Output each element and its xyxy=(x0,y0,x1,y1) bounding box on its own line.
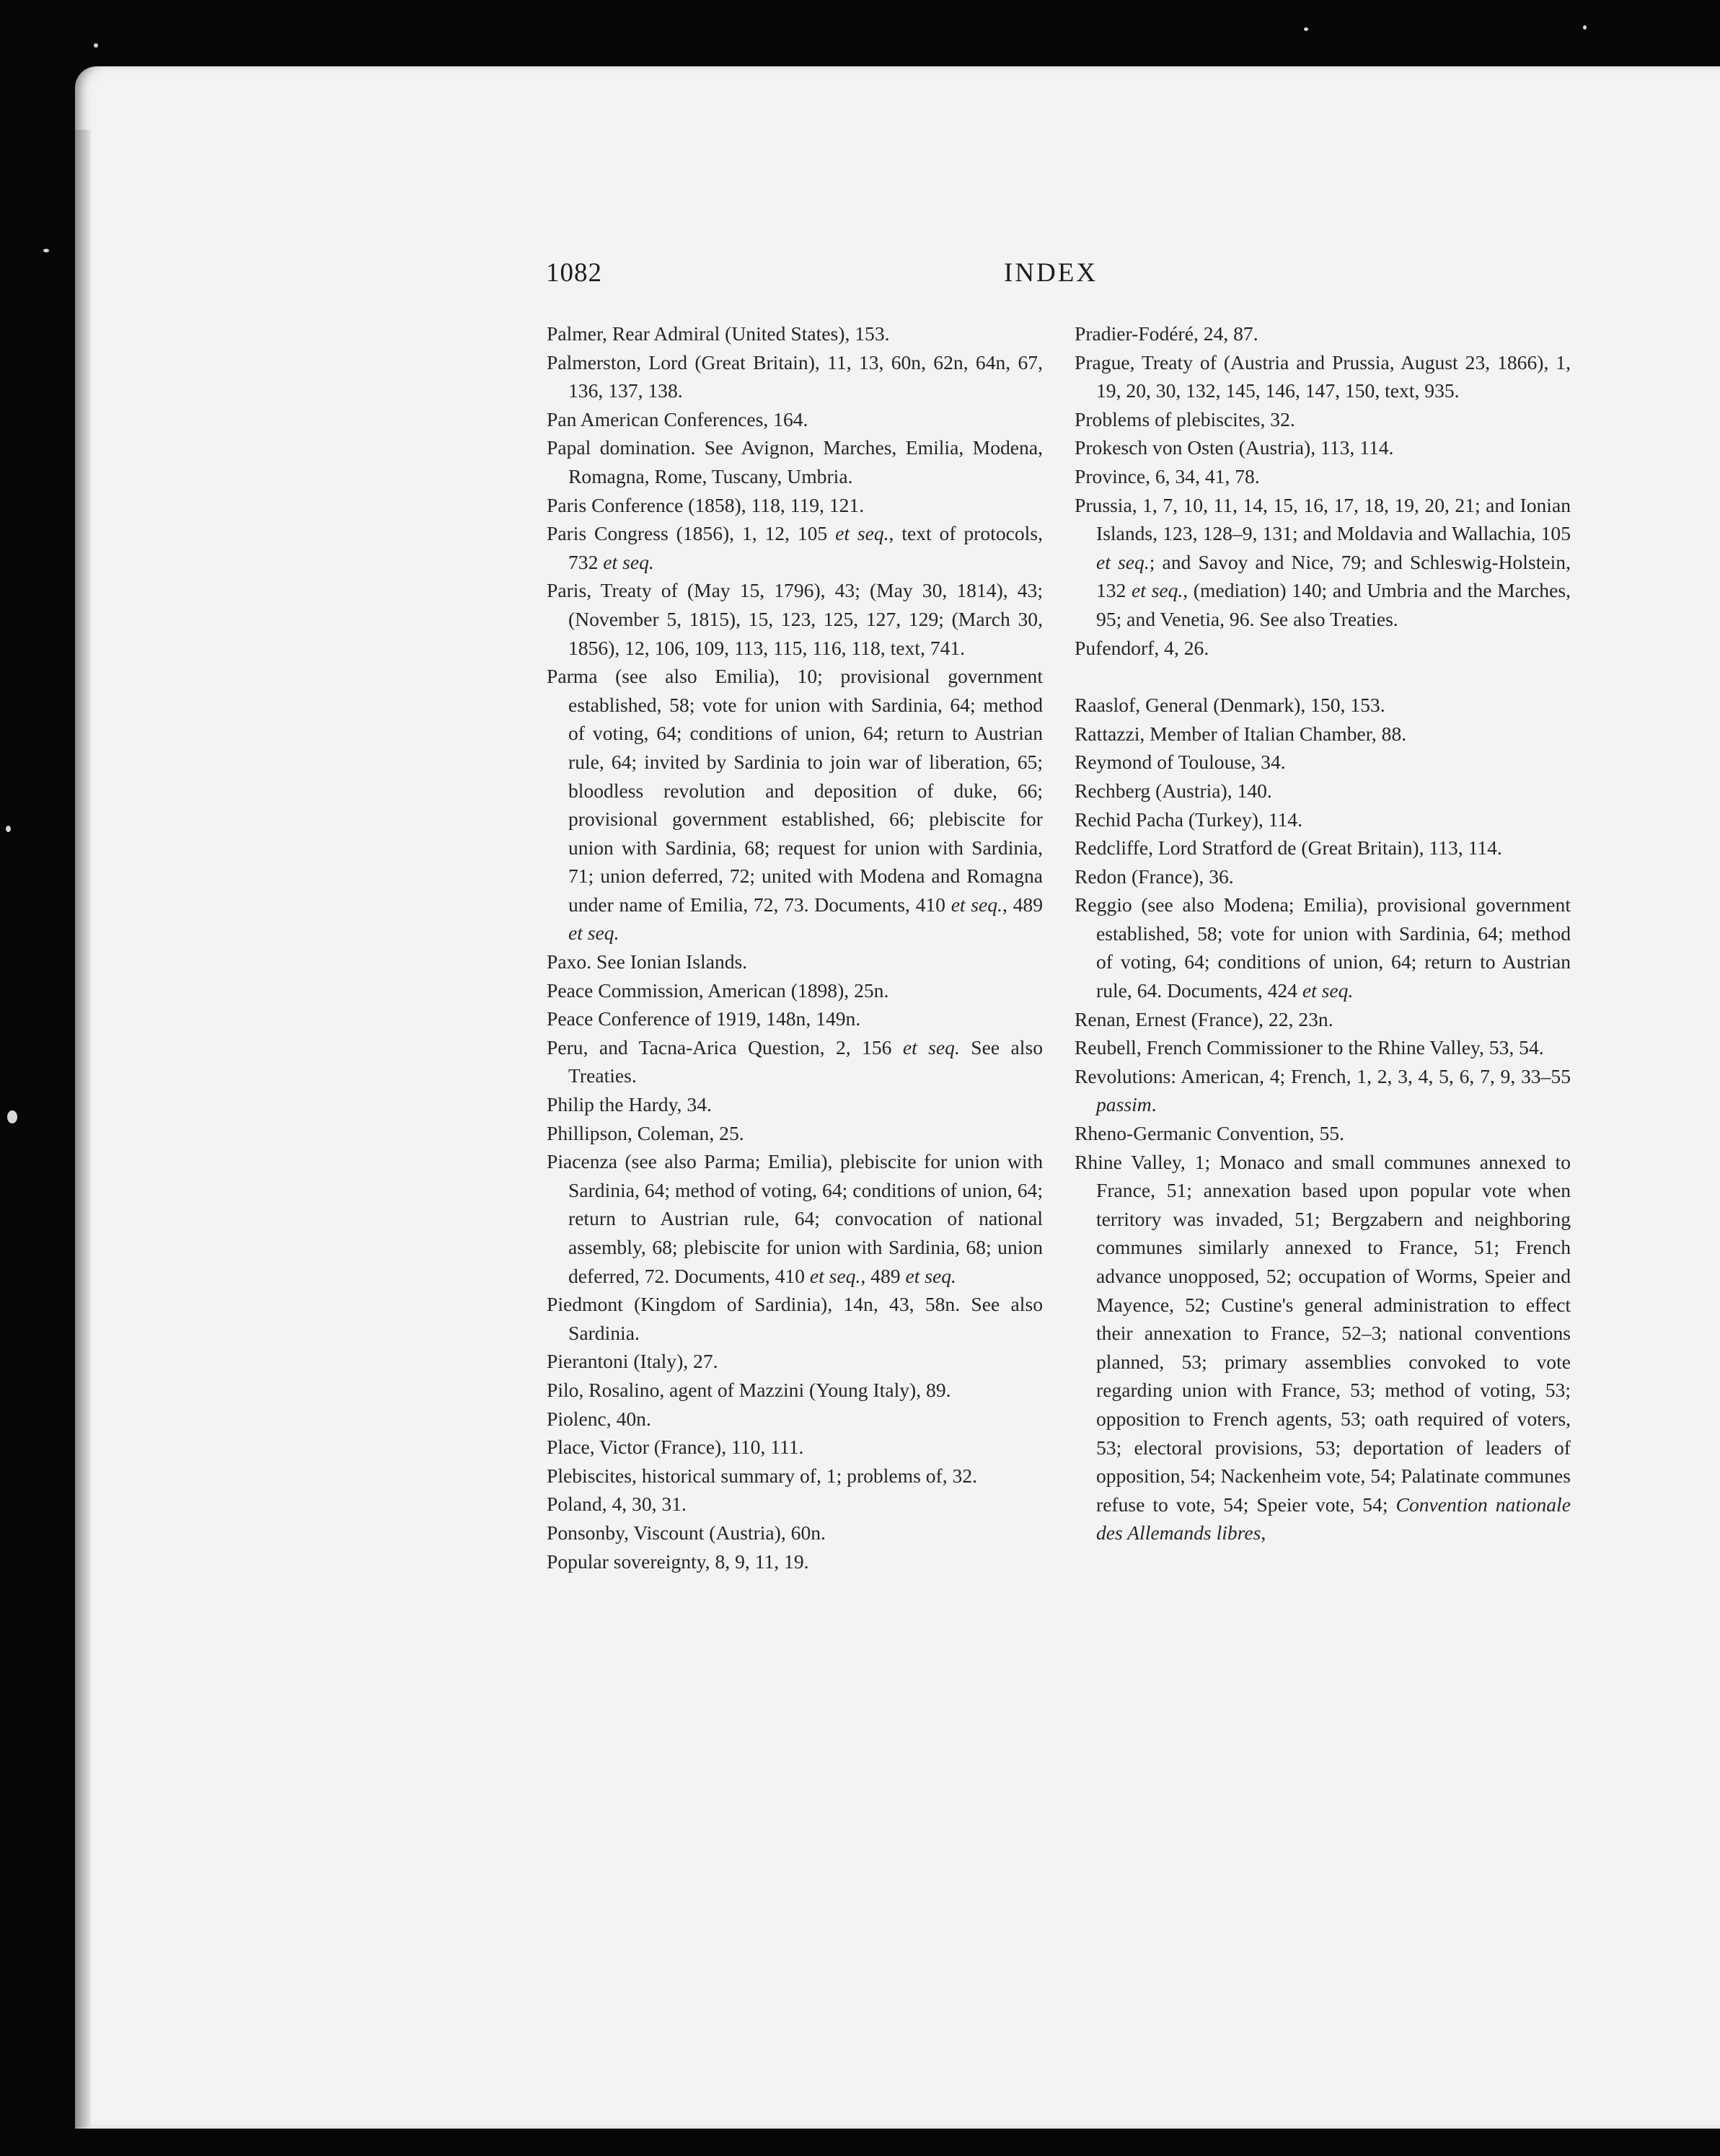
index-entry: Pan American Conferences, 164. xyxy=(547,407,808,430)
index-entry: Papal domination. See Avignon, Marches, Emilia, Modena, Romagna, Rome, Tuscany, Umbria. xyxy=(547,436,1043,487)
index-entry: Province, 6, 34, 41, 78. xyxy=(1075,464,1260,487)
index-entry: Renan, Ernest (France), 22, 23n. xyxy=(1075,1007,1333,1030)
index-entry: Redon (France), 36. xyxy=(1075,865,1234,888)
scan-speck xyxy=(6,826,11,832)
index-entry: Ponsonby, Viscount (Austria), 60n. xyxy=(547,1521,826,1544)
index-column-right xyxy=(1075,319,1571,1547)
index-entry: Problems of plebiscites, 32. xyxy=(1075,407,1295,430)
index-entry: Reymond of Toulouse, 34. xyxy=(1075,751,1286,774)
index-entry: Paris Congress (1856), 1, 12, 105 et seq., text of protocols, 732 et seq. xyxy=(547,522,1043,573)
index-entry: Raaslof, General (Denmark), 150, 153. xyxy=(1075,694,1385,717)
index-entry: Paxo. See Ionian Islands. xyxy=(547,950,748,973)
index-entry: Place, Victor (France), 110, 111. xyxy=(547,1436,804,1459)
index-entry: Peace Conference of 1919, 148n, 149n. xyxy=(547,1007,861,1030)
scan-speck xyxy=(1304,27,1308,31)
index-entry: Peru, and Tacna-Arica Question, 2, 156 et seq. See also Treaties. xyxy=(547,1035,1043,1087)
index-entry: Palmerston, Lord (Great Britain), 11, 13, 60n, 62n, 64n, 67, 136, 137, 138. xyxy=(547,350,1043,402)
scan-speck xyxy=(1583,25,1587,30)
index-entry: Pradier-Fodéré, 24, 87. xyxy=(1075,322,1258,345)
index-entry: Plebiscites, historical summary of, 1; problems of, 32. xyxy=(547,1464,978,1487)
index-entry: Phillipson, Coleman, 25. xyxy=(547,1121,744,1144)
page-title: INDEX xyxy=(1004,258,1098,288)
index-entry: Rechberg (Austria), 140. xyxy=(1075,779,1272,802)
index-entry: Philip the Hardy, 34. xyxy=(547,1093,712,1116)
letter-section-gap xyxy=(1075,662,1571,691)
index-entry: Popular sovereignty, 8, 9, 11, 19. xyxy=(547,1550,809,1573)
index-entry: Palmer, Rear Admiral (United States), 153. xyxy=(547,322,890,345)
index-entry: Prussia, 1, 7, 10, 11, 14, 15, 16, 17, 18, 19, 20, 21; and Ionian Islands, 123, 128–9, 131; and Moldavia and Wallachia, 105 et seq.; and Savoy and Nice, 79; and Schleswig-Holstein, 132 et seq., (mediation) 140; and Umbria and the Marches, 95; and Venetia, 96. See also Treaties. xyxy=(1075,493,1571,630)
index-entry: Peace Commission, American (1898), 25n. xyxy=(547,978,889,1002)
index-entry: Prokesch von Osten (Austria), 113, 114. xyxy=(1075,436,1394,459)
index-entry: Pufendorf, 4, 26. xyxy=(1075,636,1209,659)
index-entry: Rheno-Germanic Convention, 55. xyxy=(1075,1122,1344,1145)
index-entry: Pilo, Rosalino, agent of Mazzini (Young Italy), 89. xyxy=(547,1378,951,1401)
index-entry: Poland, 4, 30, 31. xyxy=(547,1493,687,1516)
index-entry: Reubell, French Commissioner to the Rhine Valley, 53, 54. xyxy=(1075,1036,1544,1059)
scan-speck xyxy=(7,1110,17,1123)
index-entry: Parma (see also Emilia), 10; provisional government established, 58; vote for union with Sardinia, 64; method of voting, 64; conditions of union, 64; return to Austrian rule, 64; invited by Sardinia to join war of liberation, 65; bloodless revolution and deposition of duke, 66; provisional government established, 66; plebiscite for union with Sardinia, 68; request for union with Sardinia, 71; union deferred, 72; united with Modena and Romagna under name of Emilia, 72, 73. Documents, 410 et seq., 489 et seq. xyxy=(547,665,1043,945)
index-entry: Piolenc, 40n. xyxy=(547,1407,651,1430)
index-column-left xyxy=(547,319,1043,1576)
index-entry: Redcliffe, Lord Stratford de (Great Britain), 113, 114. xyxy=(1075,836,1502,860)
index-entry: Rechid Pacha (Turkey), 114. xyxy=(1075,808,1302,831)
index-entry: Rhine Valley, 1; Monaco and small communes annexed to France, 51; annexation based upon popular vote when territory was invaded, 51; Bergzabern and neighboring communes similarly annexed to France, 51; French advance unopposed, 52; occupation of Worms, Speier and Mayence, 52; Custine's general administration to effect their annexation to France, 52–3; national conventions planned, 53; primary assemblies convoked to vote regarding union with France, 53; method of voting, 53; opposition to French agents, 53; oath required of voters, 53; electoral provisions, 53; deportation of leaders of opposition, 54; Nackenheim vote, 54; Palatinate communes refuse to vote, 54; Speier vote, 54; Convention nationale des Allemands libres, xyxy=(1075,1150,1571,1545)
index-entry: Prague, Treaty of (Austria and Prussia, August 23, 1866), 1, 19, 20, 30, 132, 145, 146, 147, 150, text, 935. xyxy=(1075,350,1571,402)
index-entry: Revolutions: American, 4; French, 1, 2, 3, 4, 5, 6, 7, 9, 33–55 passim. xyxy=(1075,1064,1571,1116)
index-entry: Pierantoni (Italy), 27. xyxy=(547,1350,718,1373)
scan-speck xyxy=(94,43,98,48)
scan-speck xyxy=(43,249,49,252)
page-number: 1082 xyxy=(546,258,602,288)
index-entry: Piacenza (see also Parma; Emilia), plebiscite for union with Sardinia, 64; method of voting, 64; conditions of union, 64; return to Austrian rule, 64; convocation of national assembly, 68; plebiscite for union with Sardinia, 68; union deferred, 72. Documents, 410 et seq., 489 et seq. xyxy=(547,1150,1043,1287)
index-entry: Piedmont (Kingdom of Sardinia), 14n, 43, 58n. See also Sardinia. xyxy=(547,1293,1043,1344)
index-entry: Paris, Treaty of (May 15, 1796), 43; (May 30, 1814), 43; (November 5, 1815), 15, 123, 125, 127, 129; (March 30, 1856), 12, 106, 109, 113, 115, 116, 118, text, 741. xyxy=(547,579,1043,659)
index-entry: Rattazzi, Member of Italian Chamber, 88. xyxy=(1075,722,1407,745)
index-entry: Paris Conference (1858), 118, 119, 121. xyxy=(547,493,865,516)
index-entry: Reggio (see also Modena; Emilia), provisional government established, 58; vote for union with Sardinia, 64; method of voting, 64; conditions of union, 64; return to Austrian rule, 64. Documents, 424 et seq. xyxy=(1075,893,1571,1002)
